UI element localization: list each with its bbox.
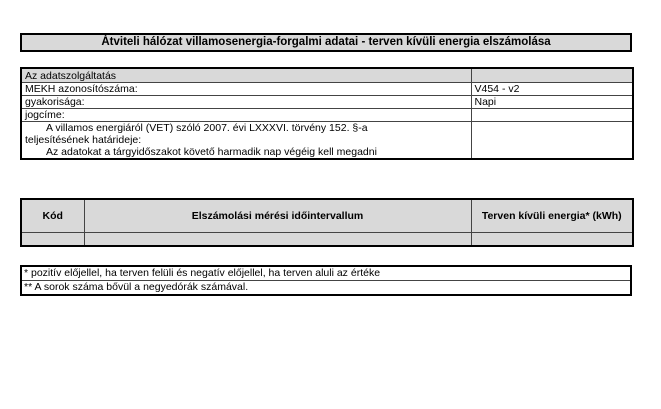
column-header-code: Kód	[21, 199, 84, 233]
page-title: Átviteli hálózat villamosenergia-forgalmi adatai - terven kívüli energia elszámolása	[20, 33, 632, 52]
cell-energy[interactable]	[471, 233, 633, 247]
info-row	[21, 96, 633, 109]
info-header-value	[471, 68, 633, 83]
deadline-value-cell[interactable]	[471, 122, 633, 160]
table-row	[21, 233, 633, 247]
info-value-legal-basis[interactable]	[471, 109, 633, 122]
data-table	[20, 198, 634, 247]
info-header-row	[21, 68, 633, 83]
info-label-mekh: MEKH azonosítószáma:	[21, 83, 471, 96]
info-value-frequency[interactable]: Napi	[471, 96, 633, 109]
cell-interval[interactable]	[84, 233, 471, 247]
data-table-header	[21, 199, 633, 233]
column-header-interval: Elszámolási mérési időintervallum	[84, 199, 471, 233]
legal-text-line1: A villamos energiáról (VET) szóló 2007. évi LXXXVI. törvény 152. §-a	[21, 122, 471, 135]
info-label-frequency: gyakorisága:	[21, 96, 471, 109]
info-row	[21, 109, 633, 122]
info-table	[20, 67, 634, 160]
footnote-2: ** A sorok száma bővül a negyedórák számával.	[22, 280, 630, 294]
info-row	[21, 83, 633, 96]
info-label-legal-basis: jogcíme:	[21, 109, 471, 122]
column-header-energy: Terven kívüli energia* (kWh)	[471, 199, 633, 233]
cell-code[interactable]	[21, 233, 84, 247]
deadline-label: teljesítésének határideje:	[21, 134, 471, 146]
info-row	[21, 122, 633, 135]
info-value-mekh[interactable]: V454 - v2	[471, 83, 633, 96]
deadline-text: Az adatokat a tárgyidőszakot követő harmadik nap végéig kell megadni	[21, 146, 471, 159]
footnotes	[20, 265, 632, 296]
footnote-1: * pozitív előjellel, ha terven felüli és negatív előjellel, ha terven aluli az értéke	[24, 267, 381, 279]
info-header-label: Az adatszolgáltatás	[21, 68, 471, 83]
